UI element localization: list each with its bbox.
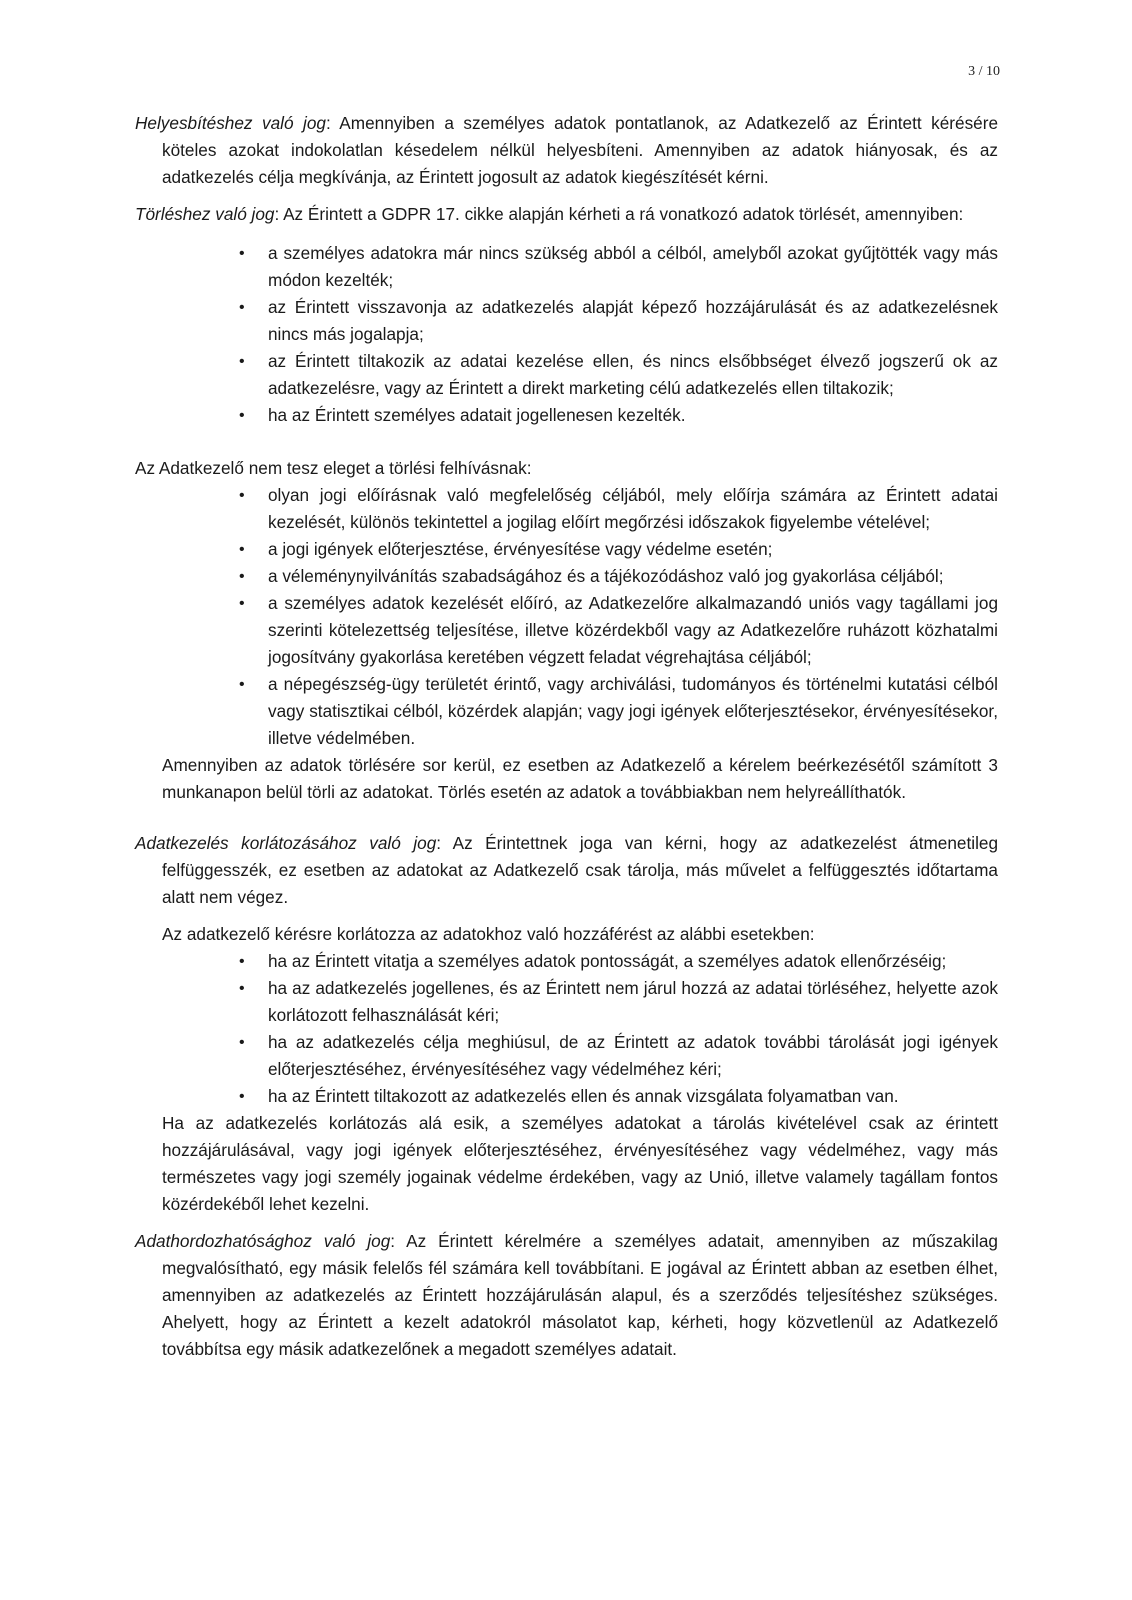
erasure-text: : Az Érintett a GDPR 17. cikke alapján kérheti a rá vonatkozó adatok törlését, amennyiben: [274, 204, 964, 224]
list-item: • a népegészség-ügy területét érintő, vagy archiválási, tudományos és történelmi kutatási célból vagy statisztikai célból, közérdek alapján; vagy jogi igények előterjesztésekor, érvényesítésekor, illetve védelmében. [135, 671, 998, 752]
erasure-exceptions-intro: Az Adatkezelő nem tesz eleget a törlési felhívásnak: [135, 458, 532, 478]
erasure-conditions-list [135, 240, 998, 429]
erasure-paragraph [135, 201, 998, 228]
restriction-cases-list [135, 948, 998, 1110]
rectification-term: Helyesbítéshez való jog [135, 113, 326, 133]
list-item: • ha az Érintett személyes adatait jogellenesen kezelték. [135, 402, 998, 429]
erasure-term: Törléshez való jog [135, 204, 275, 224]
list-item: • az Érintett tiltakozik az adatai kezelése ellen, és nincs elsőbbséget élvező jogszerű ok az adatkezelésre, vagy az Érintett a direkt marketing célú adatkezelés ellen tiltakozik; [135, 348, 998, 402]
list-item: • ha az Érintett tiltakozott az adatkezelés ellen és annak vizsgálata folyamatban van. [135, 1083, 998, 1110]
list-item: • a személyes adatokra már nincs szükség abból a célból, amelyből azokat gyűjtötték vagy más módon kezelték; [135, 240, 998, 294]
restriction-intro: Az adatkezelő kérésre korlátozza az adatokhoz való hozzáférést az alábbi esetekben: [162, 924, 815, 944]
list-item: • a jogi igények előterjesztése, érvényesítése vagy védelme esetén; [135, 536, 998, 563]
list-item: • az Érintett visszavonja az adatkezelés alapját képező hozzájárulását és az adatkezelésnek nincs más jogalapja; [135, 294, 998, 348]
erasure-closing-paragraph: Amennyiben az adatok törlésére sor kerül, ez esetben az Adatkezelő a kérelem beérkezésétől számított 3 munkanapon belül törli az adatokat. Törlés esetén az adatok a továbbiakban nem helyreállíthatók. [162, 755, 998, 802]
list-item: • ha az Érintett vitatja a személyes adatok pontosságát, a személyes adatok ellenőrzéséig; [135, 948, 998, 975]
portability-text: : Az Érintett kérelmére a személyes adatait, amennyiben az műszakilag megvalósítható, egy másik felelős fél számára kell továbbítani. E jogával az Érintett abban az esetben élhet, amennyiben az adatkezelés az Érintett hozzájárulásán alapul, és a szerződés teljesítéshez szükséges. Ahelyett, hogy az Érintett a kezelt adatokról másolatot kap, kérheti, hogy közvetlenül az Adatkezelő továbbítsa egy másik adatkezelőnek a megadott személyes adatait. [162, 1231, 998, 1359]
list-item: • ha az adatkezelés célja meghiúsul, de az Érintett az adatok további tárolását jogi igények előterjesztéséhez, érvényesítéséhez vagy védelméhez kéri; [135, 1029, 998, 1083]
erasure-exceptions-list [135, 482, 998, 752]
restriction-text: : Az Érintettnek joga van kérni, hogy az adatkezelést átmenetileg felfüggesszék, ez esetben az adatokat az Adatkezelő csak tárolja, más művelet a felfüggesztés időtartama alatt nem végez. [162, 833, 998, 907]
page-number: 3 / 10 [968, 64, 1000, 79]
rectification-text: : Amennyiben a személyes adatok pontatlanok, az Adatkezelő az Érintett kérésére köteles azokat indokolatlan késedelem nélkül helyesbíteni. Amennyiben az adatok hiányosak, és az adatkezelés célja megkívánja, az Érintett jogosult az adatok kiegészítését kérni. [162, 113, 998, 187]
restriction-paragraph [135, 830, 998, 911]
list-item: • a személyes adatok kezelését előíró, az Adatkezelőre alkalmazandó uniós vagy tagállami jog szerinti kötelezettség teljesítése, illetve közérdekből vagy az Adatkezelőre ruházott közhatalmi jogosítvány gyakorlása keretében végzett feladat végrehajtása céljából; [135, 590, 998, 671]
rectification-paragraph [135, 110, 998, 191]
restriction-term: Adatkezelés korlátozásához való jog [135, 833, 437, 853]
list-item: • ha az adatkezelés jogellenes, és az Érintett nem járul hozzá az adatai törléséhez, helyette azok korlátozott felhasználását kéri; [135, 975, 998, 1029]
list-item: • olyan jogi előírásnak való megfelelőség céljából, mely előírja számára az Érintett adatai kezelését, különös tekintettel a jogilag előírt megőrzési időszakok figyelembe vételével; [135, 482, 998, 536]
restriction-closing-paragraph: Ha az adatkezelés korlátozás alá esik, a személyes adatokat a tárolás kivételével csak az érintett hozzájárulásával, vagy jogi igények előterjesztéséhez, érvényesítéséhez vagy védelméhez, vagy más természetes vagy jogi személy jogainak védelme érdekében, vagy az Unió, illetve valamely tagállam fontos közérdekéből lehet kezelni. [162, 1113, 998, 1214]
portability-paragraph [135, 1228, 998, 1363]
document-body [135, 110, 998, 1363]
portability-term: Adathordozhatósághoz való jog [135, 1231, 391, 1251]
list-item: • a véleménynyilvánítás szabadságához és a tájékozódáshoz való jog gyakorlása céljából; [135, 563, 998, 590]
